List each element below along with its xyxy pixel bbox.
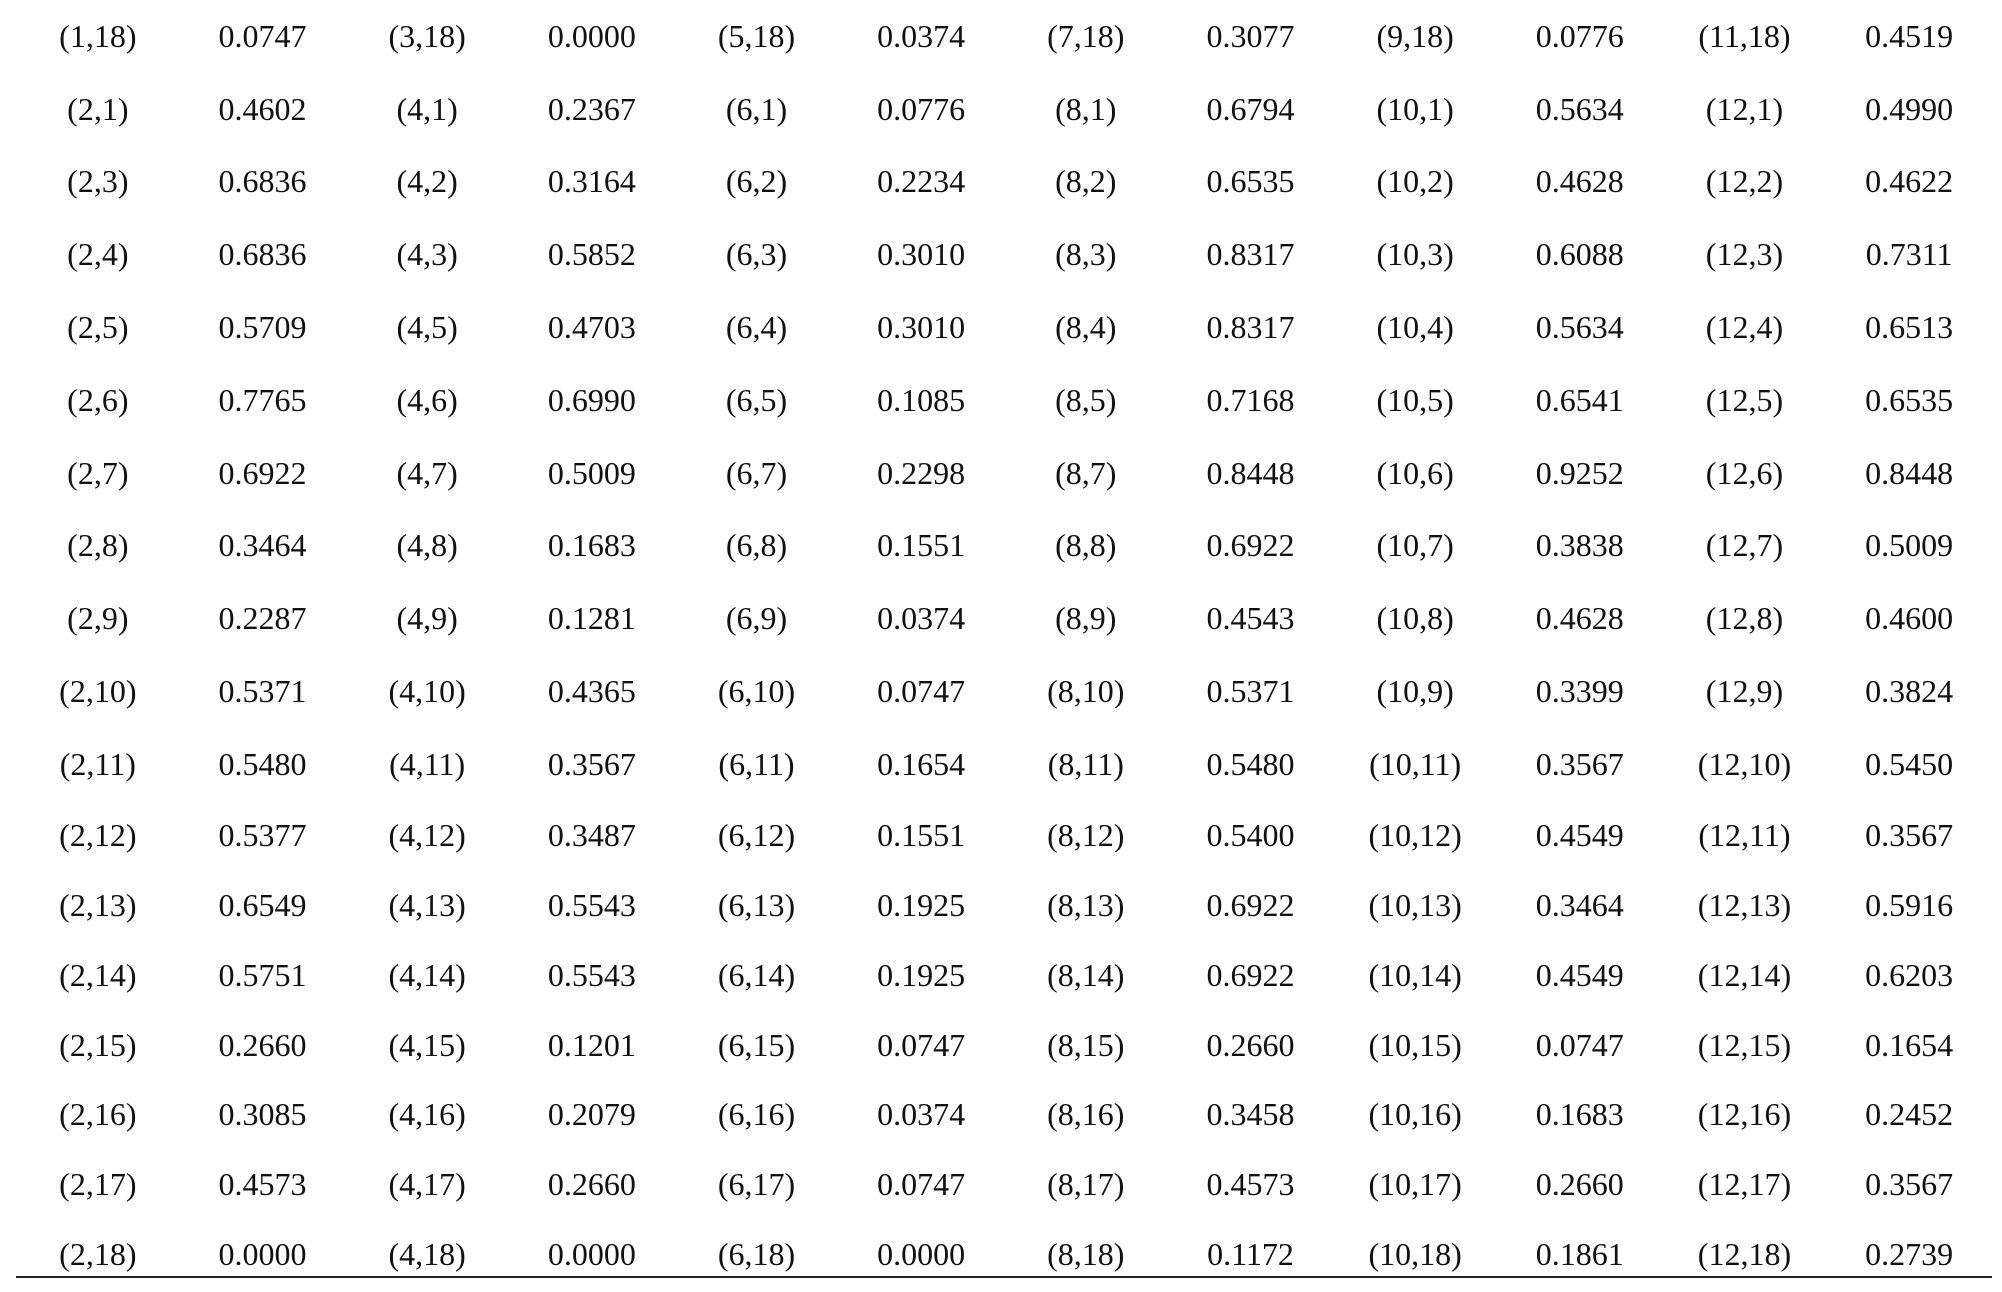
pair-index-cell: (8,11) bbox=[1047, 745, 1124, 782]
pair-index-cell: (11,18) bbox=[1698, 17, 1791, 54]
pair-index-cell: (4,7) bbox=[396, 454, 458, 491]
pair-index-cell: (10,7) bbox=[1376, 527, 1454, 564]
value-cell: 0.7765 bbox=[218, 381, 307, 418]
pair-index-cell: (8,5) bbox=[1055, 381, 1117, 418]
pair-index-cell: (4,15) bbox=[388, 1026, 466, 1063]
table-row bbox=[16, 801, 1992, 871]
value-cell: 0.6541 bbox=[1535, 381, 1624, 418]
pair-index-cell: (4,17) bbox=[388, 1166, 466, 1203]
pair-index-cell: (12,7) bbox=[1705, 527, 1784, 564]
value-cell: 0.0374 bbox=[877, 17, 966, 54]
value-cell: 0.5543 bbox=[547, 956, 636, 993]
pair-index-cell: (8,13) bbox=[1047, 886, 1125, 923]
pair-index-cell: (12,9) bbox=[1705, 673, 1784, 710]
pair-index-cell: (2,1) bbox=[67, 90, 129, 127]
pair-index-cell: (12,4) bbox=[1705, 309, 1784, 346]
pair-index-cell: (8,15) bbox=[1047, 1026, 1125, 1063]
pair-index-cell: (9,18) bbox=[1376, 17, 1454, 54]
table-row bbox=[16, 73, 1992, 146]
value-cell: 0.6836 bbox=[218, 236, 307, 273]
table-row bbox=[16, 655, 1992, 728]
value-cell: 0.1925 bbox=[877, 956, 966, 993]
pair-index-cell: (4,8) bbox=[396, 527, 458, 564]
value-cell: 0.2660 bbox=[1535, 1166, 1624, 1203]
pair-index-cell: (6,7) bbox=[725, 454, 788, 491]
value-cell: 0.4602 bbox=[218, 90, 307, 127]
value-cell: 0.5480 bbox=[218, 745, 307, 782]
value-cell: 0.0374 bbox=[877, 600, 966, 637]
value-cell: 0.4573 bbox=[1206, 1166, 1295, 1203]
pair-index-cell: (4,14) bbox=[388, 956, 466, 993]
value-cell: 0.5543 bbox=[547, 886, 636, 923]
value-cell: 0.3010 bbox=[877, 236, 966, 273]
value-cell: 0.4628 bbox=[1535, 600, 1624, 637]
value-cell: 0.0374 bbox=[877, 1096, 966, 1133]
table-row bbox=[16, 940, 1992, 1010]
value-cell: 0.7168 bbox=[1206, 381, 1295, 418]
pair-index-cell: (6,2) bbox=[725, 163, 788, 200]
value-cell: 0.5377 bbox=[218, 817, 307, 854]
table-row bbox=[16, 146, 1992, 219]
pair-index-cell: (2,13) bbox=[59, 886, 137, 923]
pair-index-cell: (10,15) bbox=[1368, 1026, 1462, 1063]
table-row bbox=[16, 1010, 1992, 1080]
value-cell: 0.4549 bbox=[1535, 817, 1624, 854]
pair-index-cell: (12,3) bbox=[1705, 236, 1784, 273]
table-body bbox=[16, 0, 1992, 1290]
table-row bbox=[16, 510, 1992, 583]
pair-index-cell: (10,1) bbox=[1376, 90, 1454, 127]
pair-index-cell: (6,1) bbox=[725, 90, 788, 127]
pair-index-cell: (8,9) bbox=[1055, 600, 1117, 637]
value-cell: 0.2660 bbox=[218, 1026, 307, 1063]
value-cell: 0.0747 bbox=[877, 673, 966, 710]
value-cell: 0.3464 bbox=[218, 527, 307, 564]
pair-index-cell: (3,18) bbox=[388, 17, 466, 54]
value-cell: 0.0776 bbox=[877, 90, 966, 127]
pair-value-table bbox=[16, 0, 1992, 1290]
table-row bbox=[16, 1220, 1992, 1290]
value-cell: 0.2739 bbox=[1865, 1236, 1954, 1273]
value-cell: 0.0747 bbox=[1535, 1026, 1624, 1063]
pair-index-cell: (4,3) bbox=[396, 236, 458, 273]
pair-index-cell: (12,17) bbox=[1697, 1166, 1792, 1203]
pair-index-cell: (7,18) bbox=[1047, 17, 1125, 54]
pair-index-cell: (10,2) bbox=[1376, 163, 1454, 200]
pair-index-cell: (2,16) bbox=[59, 1096, 137, 1133]
value-cell: 0.5009 bbox=[547, 454, 636, 491]
pair-index-cell: (10,3) bbox=[1376, 236, 1454, 273]
pair-index-cell: (10,8) bbox=[1376, 600, 1454, 637]
pair-index-cell: (12,13) bbox=[1697, 886, 1792, 923]
pair-index-cell: (4,2) bbox=[396, 163, 458, 200]
value-cell: 0.1683 bbox=[547, 527, 636, 564]
pair-index-cell: (6,4) bbox=[725, 309, 788, 346]
pair-index-cell: (8,2) bbox=[1055, 163, 1117, 200]
pair-index-cell: (10,9) bbox=[1376, 673, 1454, 710]
value-cell: 0.6922 bbox=[218, 454, 307, 491]
pair-index-cell: (6,15) bbox=[717, 1026, 796, 1063]
pair-index-cell: (5,18) bbox=[717, 17, 796, 54]
value-cell: 0.4519 bbox=[1865, 17, 1954, 54]
value-cell: 0.4628 bbox=[1535, 163, 1624, 200]
value-cell: 0.5709 bbox=[218, 309, 307, 346]
pair-index-cell: (2,14) bbox=[59, 956, 137, 993]
pair-index-cell: (10,6) bbox=[1376, 454, 1454, 491]
pair-index-cell: (4,16) bbox=[388, 1096, 466, 1133]
value-cell: 0.7311 bbox=[1865, 236, 1953, 273]
pair-index-cell: (6,9) bbox=[725, 600, 788, 637]
value-cell: 0.8448 bbox=[1865, 454, 1954, 491]
value-cell: 0.6794 bbox=[1206, 90, 1295, 127]
value-cell: 0.1654 bbox=[877, 745, 966, 782]
value-cell: 0.3824 bbox=[1865, 673, 1954, 710]
pair-index-cell: (10,16) bbox=[1368, 1096, 1462, 1133]
value-cell: 0.0747 bbox=[877, 1166, 966, 1203]
pair-index-cell: (6,10) bbox=[717, 673, 796, 710]
value-cell: 0.4549 bbox=[1535, 956, 1624, 993]
value-cell: 0.6922 bbox=[1206, 527, 1295, 564]
pair-index-cell: (10,11) bbox=[1369, 745, 1462, 782]
value-cell: 0.2660 bbox=[547, 1166, 636, 1203]
value-cell: 0.1085 bbox=[877, 381, 966, 418]
value-cell: 0.3464 bbox=[1535, 886, 1624, 923]
table-row bbox=[16, 871, 1992, 941]
pair-index-cell: (2,5) bbox=[67, 309, 129, 346]
value-cell: 0.1861 bbox=[1535, 1236, 1624, 1273]
value-cell: 0.1654 bbox=[1865, 1026, 1954, 1063]
value-cell: 0.3487 bbox=[547, 817, 636, 854]
table-row bbox=[16, 582, 1992, 655]
pair-index-cell: (2,7) bbox=[67, 454, 129, 491]
value-cell: 0.3010 bbox=[877, 309, 966, 346]
pair-index-cell: (8,3) bbox=[1055, 236, 1117, 273]
pair-index-cell: (4,1) bbox=[396, 90, 458, 127]
pair-index-cell: (12,15) bbox=[1697, 1026, 1792, 1063]
pair-index-cell: (12,11) bbox=[1698, 817, 1791, 854]
value-cell: 0.1172 bbox=[1207, 1236, 1294, 1273]
value-cell: 0.5634 bbox=[1535, 309, 1624, 346]
pair-index-cell: (4,11) bbox=[389, 745, 466, 782]
value-cell: 0.5634 bbox=[1535, 90, 1624, 127]
pair-index-cell: (8,10) bbox=[1047, 673, 1125, 710]
value-cell: 0.6203 bbox=[1865, 956, 1954, 993]
value-cell: 0.1281 bbox=[547, 600, 636, 637]
pair-index-cell: (10,12) bbox=[1368, 817, 1462, 854]
value-cell: 0.1551 bbox=[877, 527, 966, 564]
value-cell: 0.6990 bbox=[547, 381, 636, 418]
pair-index-cell: (8,8) bbox=[1055, 527, 1117, 564]
value-cell: 0.8317 bbox=[1206, 309, 1295, 346]
table-row bbox=[16, 1150, 1992, 1220]
value-cell: 0.5450 bbox=[1865, 745, 1954, 782]
table-bottom-rule bbox=[16, 1276, 1992, 1278]
pair-index-cell: (10,4) bbox=[1376, 309, 1454, 346]
pair-index-cell: (12,18) bbox=[1697, 1236, 1792, 1273]
pair-index-cell: (2,4) bbox=[67, 236, 129, 273]
value-cell: 0.0747 bbox=[218, 17, 307, 54]
value-cell: 0.5009 bbox=[1865, 527, 1954, 564]
pair-index-cell: (8,18) bbox=[1047, 1236, 1125, 1273]
pair-index-cell: (6,14) bbox=[717, 956, 796, 993]
pair-index-cell: (4,10) bbox=[388, 673, 466, 710]
value-cell: 0.2298 bbox=[877, 454, 966, 491]
value-cell: 0.0000 bbox=[218, 1236, 307, 1273]
pair-index-cell: (6,3) bbox=[725, 236, 788, 273]
pair-index-cell: (2,10) bbox=[59, 673, 137, 710]
pair-index-cell: (12,1) bbox=[1705, 90, 1784, 127]
value-cell: 0.2660 bbox=[1206, 1026, 1295, 1063]
pair-index-cell: (12,16) bbox=[1697, 1096, 1792, 1133]
pair-index-cell: (10,17) bbox=[1368, 1166, 1462, 1203]
value-cell: 0.5400 bbox=[1206, 817, 1295, 854]
pair-index-cell: (12,14) bbox=[1697, 956, 1792, 993]
value-cell: 0.9252 bbox=[1535, 454, 1624, 491]
pair-index-cell: (6,12) bbox=[717, 817, 796, 854]
pair-index-cell: (2,3) bbox=[67, 163, 129, 200]
value-cell: 0.0747 bbox=[877, 1026, 966, 1063]
value-cell: 0.3164 bbox=[547, 163, 636, 200]
pair-index-cell: (2,6) bbox=[67, 381, 129, 418]
pair-index-cell: (2,9) bbox=[67, 600, 129, 637]
value-cell: 0.6549 bbox=[218, 886, 307, 923]
pair-index-cell: (8,14) bbox=[1047, 956, 1125, 993]
value-cell: 0.8317 bbox=[1206, 236, 1295, 273]
value-cell: 0.6535 bbox=[1865, 381, 1954, 418]
value-cell: 0.0000 bbox=[877, 1236, 966, 1273]
value-cell: 0.1201 bbox=[547, 1026, 636, 1063]
pair-index-cell: (10,14) bbox=[1368, 956, 1462, 993]
pair-index-cell: (12,6) bbox=[1705, 454, 1784, 491]
pair-index-cell: (6,11) bbox=[718, 745, 795, 782]
pair-index-cell: (4,18) bbox=[388, 1236, 466, 1273]
pair-index-cell: (12,10) bbox=[1697, 745, 1792, 782]
pair-index-cell: (8,12) bbox=[1047, 817, 1125, 854]
value-cell: 0.1925 bbox=[877, 886, 966, 923]
pair-index-cell: (10,13) bbox=[1368, 886, 1462, 923]
value-cell: 0.5371 bbox=[1206, 673, 1295, 710]
pair-index-cell: (4,5) bbox=[396, 309, 458, 346]
value-cell: 0.3077 bbox=[1206, 17, 1295, 54]
pair-index-cell: (12,5) bbox=[1705, 381, 1784, 418]
pair-index-cell: (8,17) bbox=[1047, 1166, 1125, 1203]
pair-index-cell: (2,17) bbox=[59, 1166, 137, 1203]
pair-index-cell: (2,11) bbox=[59, 745, 136, 782]
value-cell: 0.6088 bbox=[1535, 236, 1624, 273]
pair-index-cell: (8,4) bbox=[1055, 309, 1117, 346]
value-cell: 0.3458 bbox=[1206, 1096, 1295, 1133]
value-cell: 0.3567 bbox=[1865, 1166, 1954, 1203]
pair-index-cell: (2,15) bbox=[59, 1026, 137, 1063]
value-cell: 0.3567 bbox=[547, 745, 636, 782]
pair-index-cell: (8,1) bbox=[1055, 90, 1117, 127]
value-cell: 0.4543 bbox=[1206, 600, 1295, 637]
pair-index-cell: (4,6) bbox=[396, 381, 458, 418]
value-cell: 0.4365 bbox=[547, 673, 636, 710]
table-row bbox=[16, 437, 1992, 510]
pair-index-cell: (4,12) bbox=[388, 817, 466, 854]
value-cell: 0.5852 bbox=[547, 236, 636, 273]
value-cell: 0.2234 bbox=[877, 163, 966, 200]
value-cell: 0.8448 bbox=[1206, 454, 1295, 491]
pair-index-cell: (8,7) bbox=[1055, 454, 1117, 491]
pair-index-cell: (6,8) bbox=[725, 527, 788, 564]
table-row bbox=[16, 0, 1992, 73]
pair-index-cell: (12,2) bbox=[1705, 163, 1784, 200]
value-cell: 0.2452 bbox=[1865, 1096, 1954, 1133]
pair-index-cell: (6,18) bbox=[717, 1236, 796, 1273]
value-cell: 0.5916 bbox=[1865, 886, 1954, 923]
value-cell: 0.6922 bbox=[1206, 956, 1295, 993]
value-cell: 0.4622 bbox=[1865, 163, 1954, 200]
value-cell: 0.3567 bbox=[1865, 817, 1954, 854]
value-cell: 0.5371 bbox=[218, 673, 307, 710]
value-cell: 0.0000 bbox=[547, 17, 636, 54]
value-cell: 0.2367 bbox=[547, 90, 636, 127]
value-cell: 0.4600 bbox=[1865, 600, 1954, 637]
pair-index-cell: (10,18) bbox=[1368, 1236, 1462, 1273]
pair-index-cell: (6,5) bbox=[725, 381, 788, 418]
value-cell: 0.4573 bbox=[218, 1166, 307, 1203]
pair-index-cell: (4,9) bbox=[396, 600, 458, 637]
table-row bbox=[16, 364, 1992, 437]
pair-index-cell: (10,5) bbox=[1376, 381, 1454, 418]
pair-index-cell: (12,8) bbox=[1705, 600, 1784, 637]
pair-index-cell: (4,13) bbox=[388, 886, 466, 923]
table-row bbox=[16, 218, 1992, 291]
pair-index-cell: (6,17) bbox=[717, 1166, 796, 1203]
value-cell: 0.0000 bbox=[547, 1236, 636, 1273]
table-row bbox=[16, 728, 1992, 801]
value-cell: 0.6535 bbox=[1206, 163, 1295, 200]
pair-index-cell: (6,16) bbox=[717, 1096, 796, 1133]
value-cell: 0.5751 bbox=[218, 956, 307, 993]
value-cell: 0.3085 bbox=[218, 1096, 307, 1133]
value-cell: 0.2287 bbox=[218, 600, 307, 637]
value-cell: 0.4703 bbox=[547, 309, 636, 346]
value-cell: 0.3567 bbox=[1535, 745, 1624, 782]
pair-index-cell: (8,16) bbox=[1047, 1096, 1125, 1133]
table-row bbox=[16, 1080, 1992, 1150]
pair-index-cell: (2,8) bbox=[67, 527, 129, 564]
table-row bbox=[16, 291, 1992, 364]
value-cell: 0.3399 bbox=[1535, 673, 1624, 710]
pair-index-cell: (2,12) bbox=[59, 817, 137, 854]
value-cell: 0.0776 bbox=[1535, 17, 1624, 54]
pair-index-cell: (6,13) bbox=[717, 886, 796, 923]
value-cell: 0.6922 bbox=[1206, 886, 1295, 923]
value-cell: 0.3838 bbox=[1535, 527, 1624, 564]
pair-index-cell: (1,18) bbox=[59, 17, 137, 54]
value-cell: 0.1683 bbox=[1535, 1096, 1624, 1133]
value-cell: 0.2079 bbox=[547, 1096, 636, 1133]
value-cell: 0.1551 bbox=[877, 817, 966, 854]
value-cell: 0.4990 bbox=[1865, 90, 1954, 127]
value-cell: 0.5480 bbox=[1206, 745, 1295, 782]
pair-index-cell: (2,18) bbox=[59, 1236, 137, 1273]
value-cell: 0.6513 bbox=[1865, 309, 1954, 346]
value-cell: 0.6836 bbox=[218, 163, 307, 200]
